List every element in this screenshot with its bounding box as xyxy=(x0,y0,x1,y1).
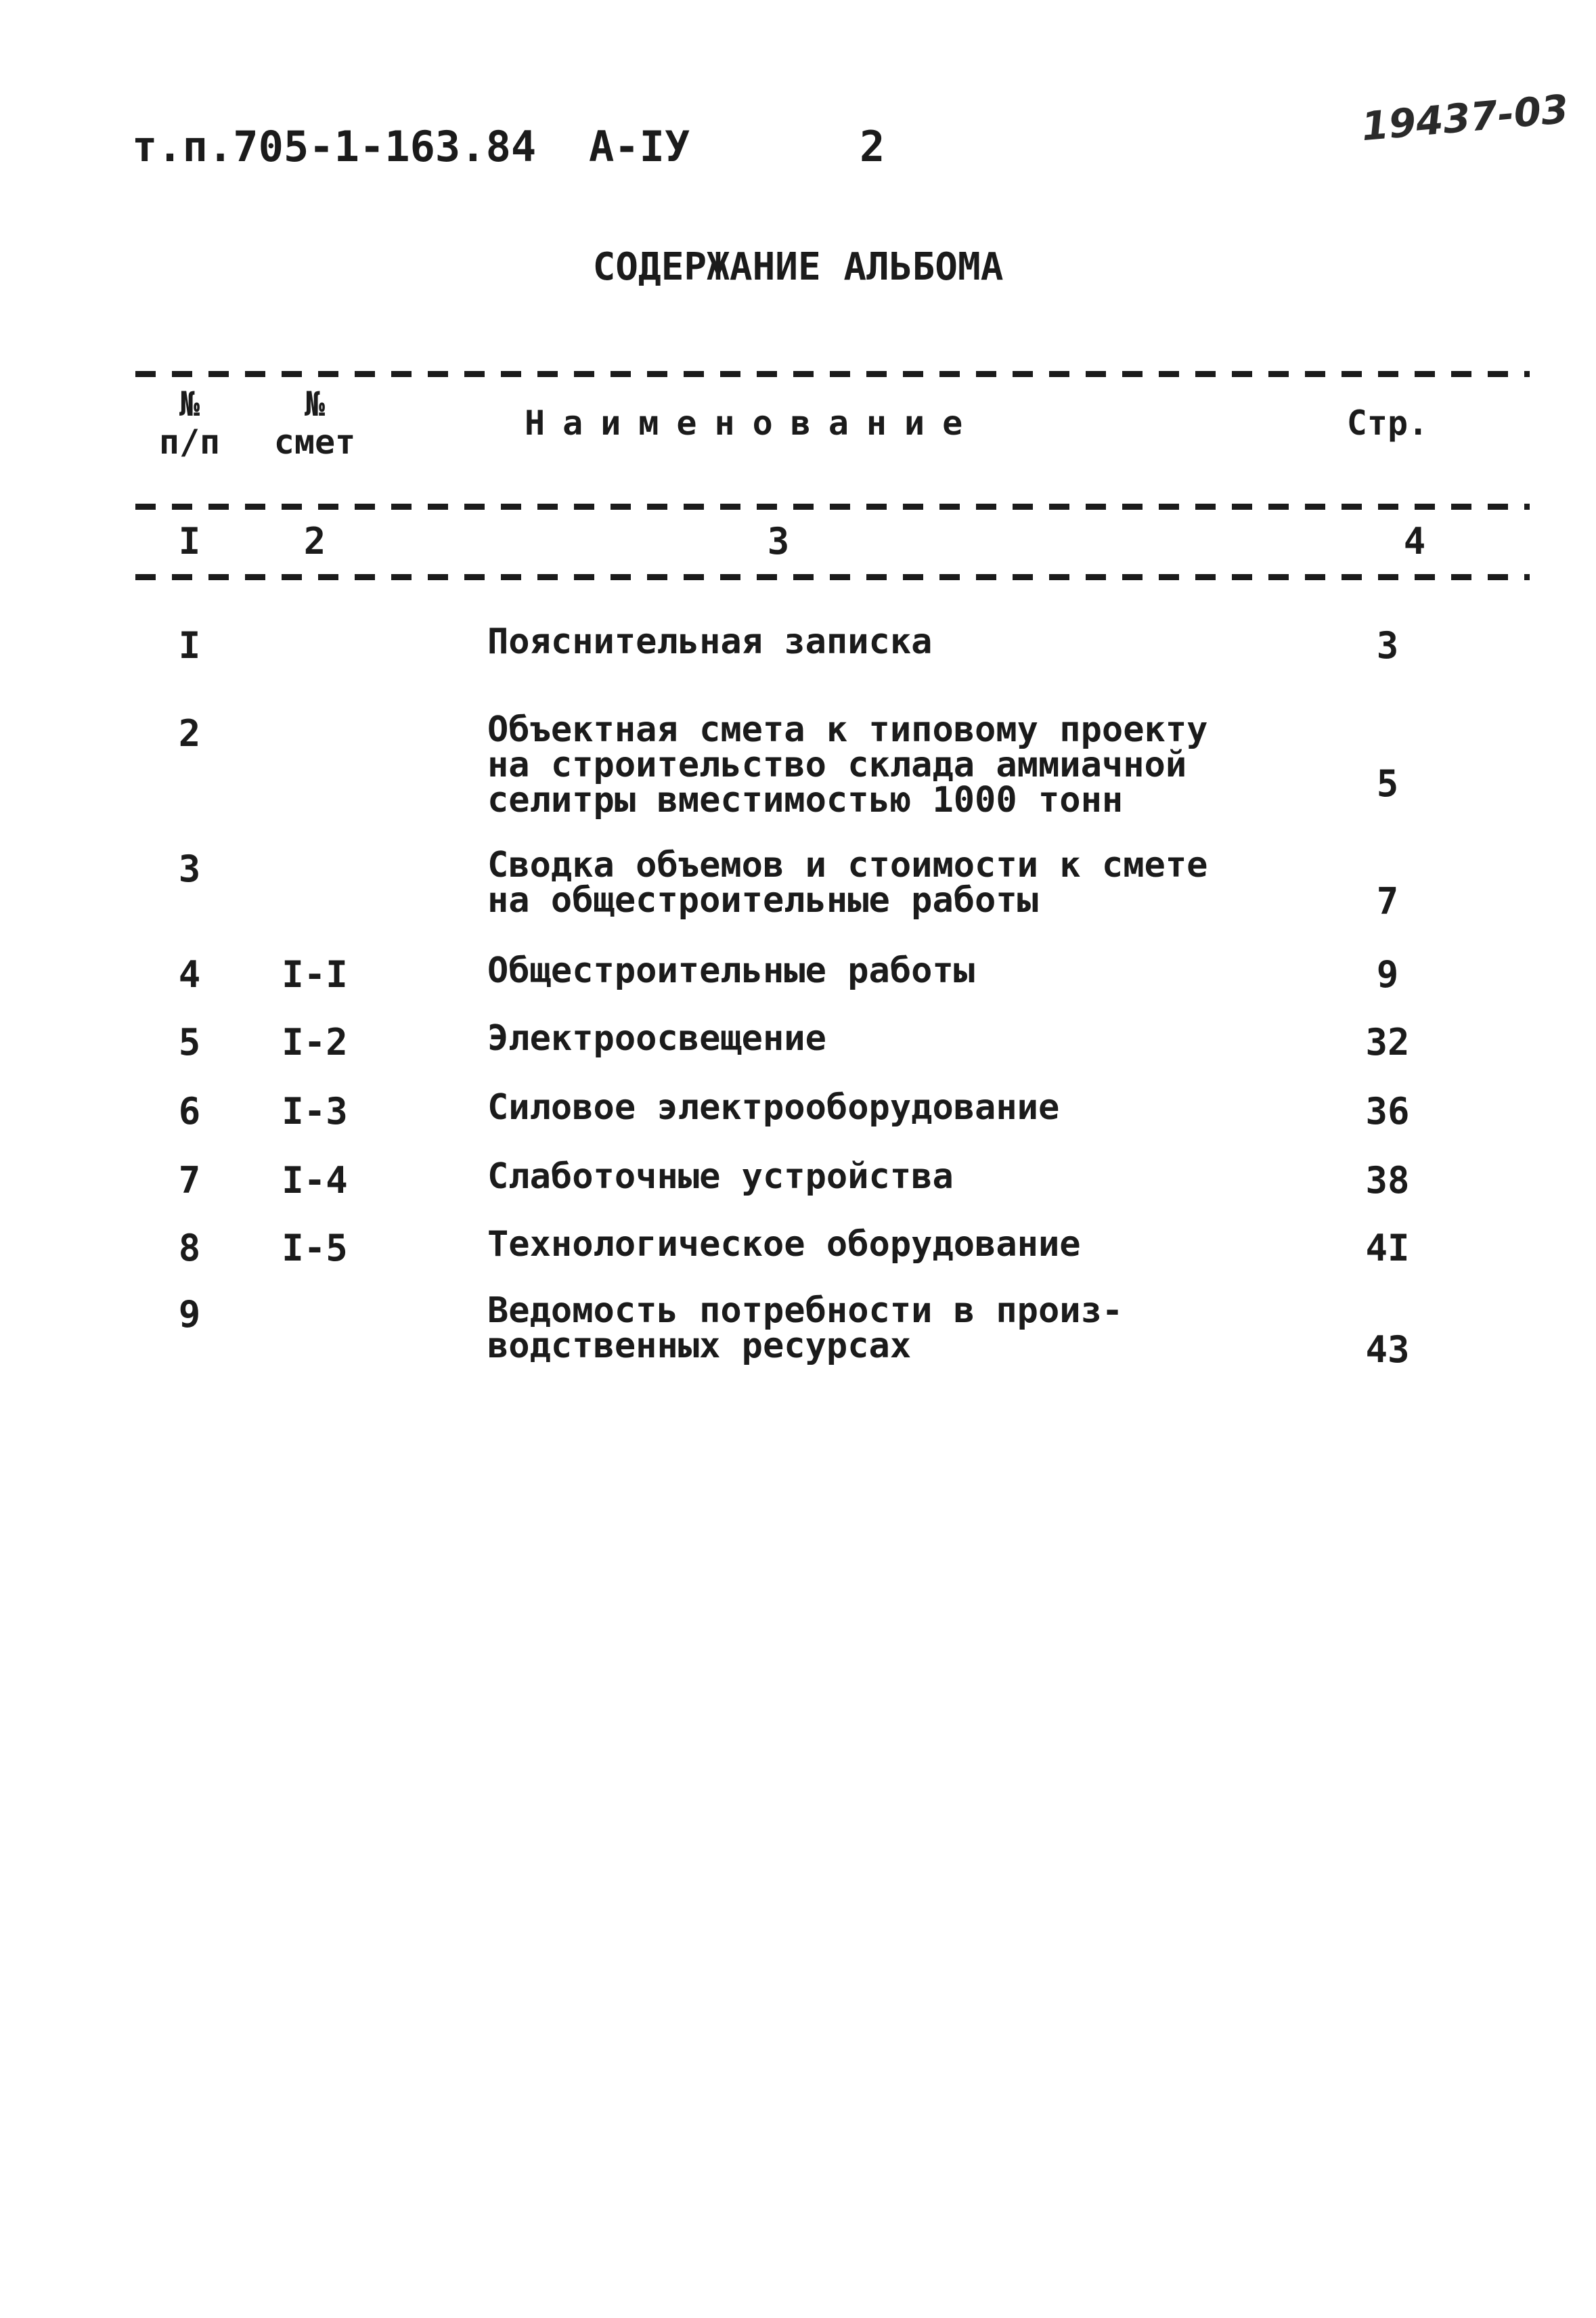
col-name-header: Наименование xyxy=(525,403,981,443)
row-3-name-line-2: на общестроительные работы xyxy=(487,880,1038,921)
col-number-2: 2 xyxy=(303,520,326,563)
row-4-name xyxy=(487,950,975,991)
row-6-estimate: I-3 xyxy=(282,1090,348,1133)
row-2-no: 2 xyxy=(178,712,201,755)
document-code: т.п.705-1-163.84 xyxy=(132,122,537,171)
row-6-name-line-1: Силовое электрооборудование xyxy=(487,1087,1060,1128)
col-no-header-top: № xyxy=(179,385,200,424)
row-9-name-line-1: Ведомость потребности в произ- xyxy=(487,1290,1124,1331)
dashed-rule-mid xyxy=(135,504,1530,510)
row-9-name-line-2: водственных ресурсах xyxy=(487,1326,912,1366)
row-1-name xyxy=(487,621,933,662)
row-2-page: 5 xyxy=(1376,762,1399,805)
col-number-1: I xyxy=(178,520,201,563)
row-4-name-line-1: Общестроительные работы xyxy=(487,950,975,991)
row-9-name xyxy=(487,1290,1124,1366)
row-2-name xyxy=(487,709,1208,821)
row-9-page: 43 xyxy=(1365,1328,1410,1371)
row-6-name xyxy=(487,1087,1060,1128)
dashed-rule-bottom xyxy=(135,574,1530,580)
col-page-header: Стр. xyxy=(1346,403,1429,443)
col-no-header xyxy=(156,385,223,462)
sheet-designation: А-IУ xyxy=(589,122,690,171)
row-3-no: 3 xyxy=(178,848,201,890)
row-2-name-line-2: на строительство склада аммиачной xyxy=(487,745,1187,785)
row-5-name-line-1: Электроосвещение xyxy=(487,1018,826,1059)
col-no-header-bottom: п/п xyxy=(158,422,221,462)
page-title: СОДЕРЖАНИЕ АЛЬБОМА xyxy=(592,245,1004,289)
row-7-name-line-1: Слаботочные устройства xyxy=(487,1156,954,1197)
col-number-4: 4 xyxy=(1403,520,1426,563)
row-5-name xyxy=(487,1018,826,1059)
dashed-rule-top xyxy=(135,371,1530,377)
row-8-estimate: I-5 xyxy=(282,1227,348,1269)
row-7-no: 7 xyxy=(178,1159,201,1202)
row-1-name-line-1: Пояснительная записка xyxy=(487,621,933,662)
row-4-no: 4 xyxy=(178,953,201,996)
row-1-no: I xyxy=(178,624,201,667)
row-3-page: 7 xyxy=(1376,880,1399,923)
row-4-estimate: I-I xyxy=(282,953,348,996)
page-number: 2 xyxy=(860,122,885,171)
col-estimate-header-bottom: смет xyxy=(273,422,356,462)
col-estimate-header-top: № xyxy=(304,385,326,424)
row-4-page: 9 xyxy=(1376,953,1399,996)
row-8-name xyxy=(487,1224,1081,1265)
row-3-name xyxy=(487,845,1208,921)
row-5-page: 32 xyxy=(1365,1021,1410,1064)
col-number-3: 3 xyxy=(767,520,790,563)
row-7-estimate: I-4 xyxy=(282,1159,348,1202)
row-2-name-line-3: селитры вместимостью 1000 тонн xyxy=(487,780,1124,821)
row-7-name xyxy=(487,1156,954,1197)
handwritten-inventory-number: 19437-03 xyxy=(1360,85,1571,150)
row-6-page: 36 xyxy=(1365,1090,1410,1133)
row-8-no: 8 xyxy=(178,1227,201,1269)
row-5-estimate: I-2 xyxy=(282,1021,348,1064)
row-8-page: 4I xyxy=(1365,1227,1410,1269)
row-8-name-line-1: Технологическое оборудование xyxy=(487,1224,1081,1265)
row-6-no: 6 xyxy=(178,1090,201,1133)
row-2-name-line-1: Объектная смета к типовому проекту xyxy=(487,709,1208,750)
col-estimate-header xyxy=(264,385,365,462)
row-3-name-line-1: Сводка объемов и стоимости к смете xyxy=(487,845,1208,885)
row-5-no: 5 xyxy=(178,1021,201,1064)
row-9-no: 9 xyxy=(178,1293,201,1336)
row-7-page: 38 xyxy=(1365,1159,1410,1202)
row-1-page: 3 xyxy=(1376,624,1399,667)
